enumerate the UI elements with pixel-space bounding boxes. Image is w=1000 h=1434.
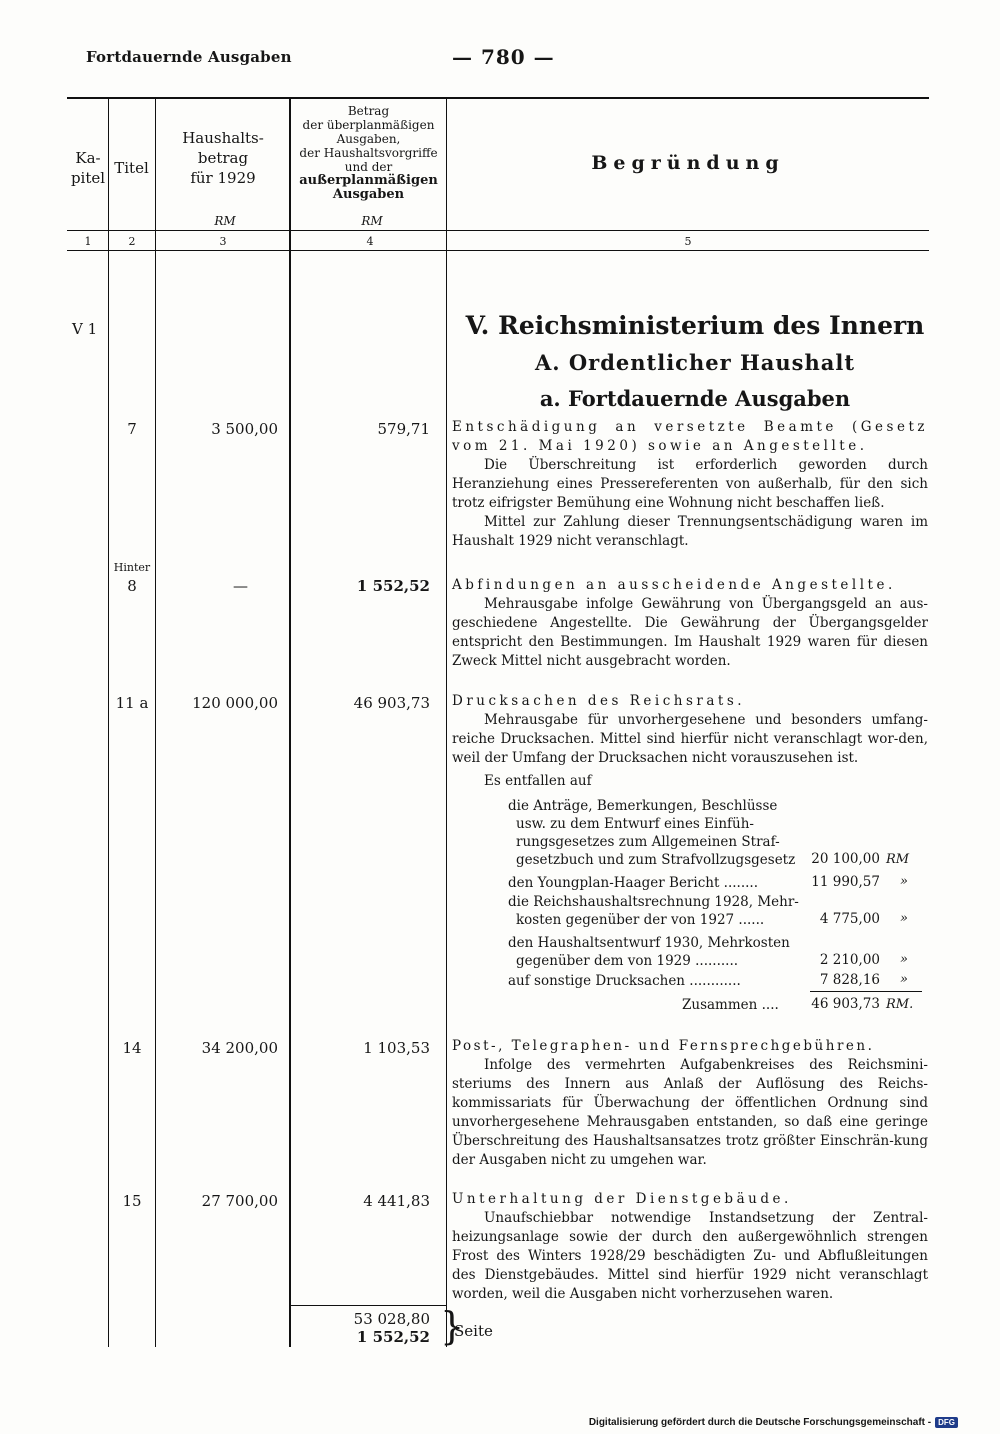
titel-8: 8 <box>127 577 137 595</box>
col-number-5: 5 <box>684 235 692 248</box>
breakdown-value: 7 828,16 <box>819 972 880 988</box>
header-betrag-line: Betrag <box>347 104 390 118</box>
header-betrag-line: außerplanmäßigen <box>299 173 438 188</box>
breakdown-ditto: » <box>900 952 908 967</box>
breakdown-sum-rule <box>810 991 922 992</box>
table-top-rule <box>67 97 929 99</box>
page-number: — 780 — <box>452 45 555 69</box>
col-number-2: 2 <box>128 235 136 248</box>
col-divider-1 <box>108 99 109 1347</box>
breakdown-line: die Anträge, Bemerkungen, Beschlüsse <box>508 798 778 814</box>
header-betrag-line: Ausgaben, <box>336 132 401 146</box>
dfg-logo: DFG <box>935 1417 958 1428</box>
entry-7-text <box>452 418 928 551</box>
haushalt-11a: 120 000,00 <box>192 694 278 712</box>
header-kapitel: Ka- pitel <box>70 149 106 187</box>
entry-paragraph: Mehrausgabe infolge Gewährung von Übergangsgeld an aus-geschiedene Angestellte. Die Gewährung der Übergangsgelder entspricht den Bestimmungen. Im Haushalt 1929 waren für diesen Zweck Mittel nicht ausgebracht worden. <box>452 596 928 669</box>
haushalt-14: 34 200,00 <box>201 1039 278 1057</box>
titel-8-prefix: Hinter <box>113 561 151 574</box>
breakdown-line: usw. zu dem Entwurf eines Einfüh- <box>516 816 754 832</box>
sum-rule <box>291 1305 446 1306</box>
titel-7: 7 <box>127 420 137 438</box>
betrag-7: 579,71 <box>377 420 430 438</box>
breakdown-value: 4 775,00 <box>819 911 880 927</box>
entry-heading: Entschädigung an versetzte Beamte (Gesetz vom 21. Mai 1920) sowie an Angestellte. <box>452 419 928 454</box>
betrag-8: 1 552,52 <box>356 577 430 595</box>
header-begruendung: Begründung <box>591 152 785 174</box>
entry-paragraph: Mehrausgabe für unvorhergesehene und besonders umfang-reiche Drucksachen. Mittel sind hierfür nicht veranschlagt wor-den, weil der Umfang der Drucksachen nicht vorauszusehen ist. <box>452 712 928 766</box>
betrag-11a: 46 903,73 <box>353 694 430 712</box>
breakdown-line: auf sonstige Drucksachen ............ <box>508 973 741 989</box>
breakdown-line: gesetzbuch und zum Strafvollzugsgesetz <box>516 852 796 868</box>
col-divider-2 <box>155 99 156 1347</box>
col-divider-3 <box>289 99 291 1347</box>
haushalt-15: 27 700,00 <box>201 1192 278 1210</box>
breakdown-value: 20 100,00 <box>811 851 880 867</box>
breakdown-line: den Haushaltsentwurf 1930, Mehrkosten <box>508 935 790 951</box>
breakdown-line: den Youngplan-Haager Bericht ........ <box>508 875 759 891</box>
breakdown-value: 2 210,00 <box>819 952 880 968</box>
titel-14: 14 <box>122 1039 142 1057</box>
section-title-fortdauernde: a. Fortdauernde Ausgaben <box>539 386 851 411</box>
titel-11a: 11 a <box>115 694 149 712</box>
kapitel-value: V 1 <box>72 320 98 338</box>
col-number-4: 4 <box>366 235 374 248</box>
haushalt-7: 3 500,00 <box>211 420 278 438</box>
betrag-14: 1 103,53 <box>363 1039 430 1057</box>
header-betrag-line: der Haushaltsvorgriffe <box>299 146 438 160</box>
page-sum-2: 1 552,52 <box>356 1328 430 1346</box>
entry-11a-text <box>452 692 928 768</box>
section-title-haushalt: A. Ordentlicher Haushalt <box>534 350 856 375</box>
unit-col4: RM <box>361 214 383 228</box>
col-number-3: 3 <box>219 235 227 248</box>
breakdown-total-label: Zusammen .... <box>682 997 779 1013</box>
breakdown-unit: RM <box>886 852 910 867</box>
header-bottom-rule <box>67 230 929 231</box>
header-betrag-line: der überplanmäßigen <box>302 118 435 132</box>
breakdown-ditto: » <box>900 972 908 987</box>
header-haushalt: Haushalts- betrag für 1929 <box>182 129 264 187</box>
page-sum-label: Seite <box>454 1322 493 1340</box>
running-header: Fortdauernde Ausgaben <box>86 48 292 66</box>
entry-14-text <box>452 1037 928 1170</box>
entry-paragraph: Mittel zur Zahlung dieser Trennungsentschädigung waren im Haushalt 1929 nicht veranschlagt. <box>452 514 928 549</box>
entry-heading: Abfindungen an ausscheidende Angestellte. <box>452 577 896 593</box>
entry-heading: Post-, Telegraphen- und Fernsprechgebühren. <box>452 1038 875 1054</box>
breakdown-line: kosten gegenüber der von 1927 ...... <box>516 912 765 928</box>
col-number-1: 1 <box>84 235 92 248</box>
betrag-15: 4 441,83 <box>363 1192 430 1210</box>
entry-heading: Unterhaltung der Dienstgebäude. <box>452 1191 792 1207</box>
breakdown-total-value: 46 903,73 <box>811 996 880 1012</box>
unit-col3: RM <box>214 214 236 228</box>
breakdown-line: gegenüber dem von 1929 .......... <box>516 953 739 969</box>
entry-heading: Drucksachen des Reichsrats. <box>452 693 746 709</box>
breakdown-line: die Reichshaushaltsrechnung 1928, Mehr- <box>508 894 799 910</box>
entry-paragraph: Infolge des vermehrten Aufgabenkreises des Reichsmini-steriums des Innern aus Anlaß der Auflösung des Reichs-kommissariats für Überwachung der öffentlichen Ordnung sind unvorhergesehene Mehrausgaben entstanden, so daß eine geringe Überschreitung des Haushaltsansatzes trotz größter Einschrän-kung der Ausgaben nicht zu umgehen war. <box>452 1057 928 1168</box>
breakdown-line: rungsgesetzes zum Allgemeinen Straf- <box>516 834 780 850</box>
header-betrag-line: Ausgaben <box>332 187 405 202</box>
digitization-footer <box>589 1417 958 1428</box>
colnum-bottom-rule <box>67 250 929 251</box>
entry-15-text <box>452 1190 928 1304</box>
col-divider-4 <box>446 99 447 1347</box>
entry-paragraph: Unaufschiebbar notwendige Instandsetzung der Zentral-heizungsanlage sowie der durch den außergewöhnlich strengen Frost des Winters 1928/29 beschädigten Zu- und Abflußleitungen des Dienstgebäudes. Mittel sind hierfür 1929 nicht veranschlagt worden, weil die Ausgaben nicht vorherzusehen waren. <box>452 1210 928 1302</box>
breakdown-ditto: » <box>900 874 908 889</box>
breakdown-total-unit: RM. <box>886 997 914 1012</box>
entry-8-text <box>452 576 928 671</box>
entry-paragraph: Die Überschreitung ist erforderlich geworden durch Heranziehung eines Pressereferenten von außerhalb, für den sich trotz eifrigster Bemühung eine Wohnung nicht beschaffen ließ. <box>452 457 928 511</box>
header-betrag <box>291 104 446 202</box>
breakdown-value: 11 990,57 <box>811 874 880 890</box>
header-betrag-line: und der <box>344 160 393 174</box>
header-titel: Titel <box>114 159 149 177</box>
titel-15: 15 <box>122 1192 142 1210</box>
haushalt-8: — <box>233 577 248 595</box>
footer-text: Digitalisierung gefördert durch die Deutsche Forschungsgemeinschaft - <box>588 1417 932 1428</box>
brace-icon: } <box>440 1304 465 1348</box>
breakdown-intro: Es entfallen auf <box>484 773 592 789</box>
page-sum-1: 53 028,80 <box>353 1310 430 1328</box>
breakdown-ditto: » <box>900 911 908 926</box>
section-title-ministry: V. Reichsministerium des Innern <box>465 311 925 340</box>
